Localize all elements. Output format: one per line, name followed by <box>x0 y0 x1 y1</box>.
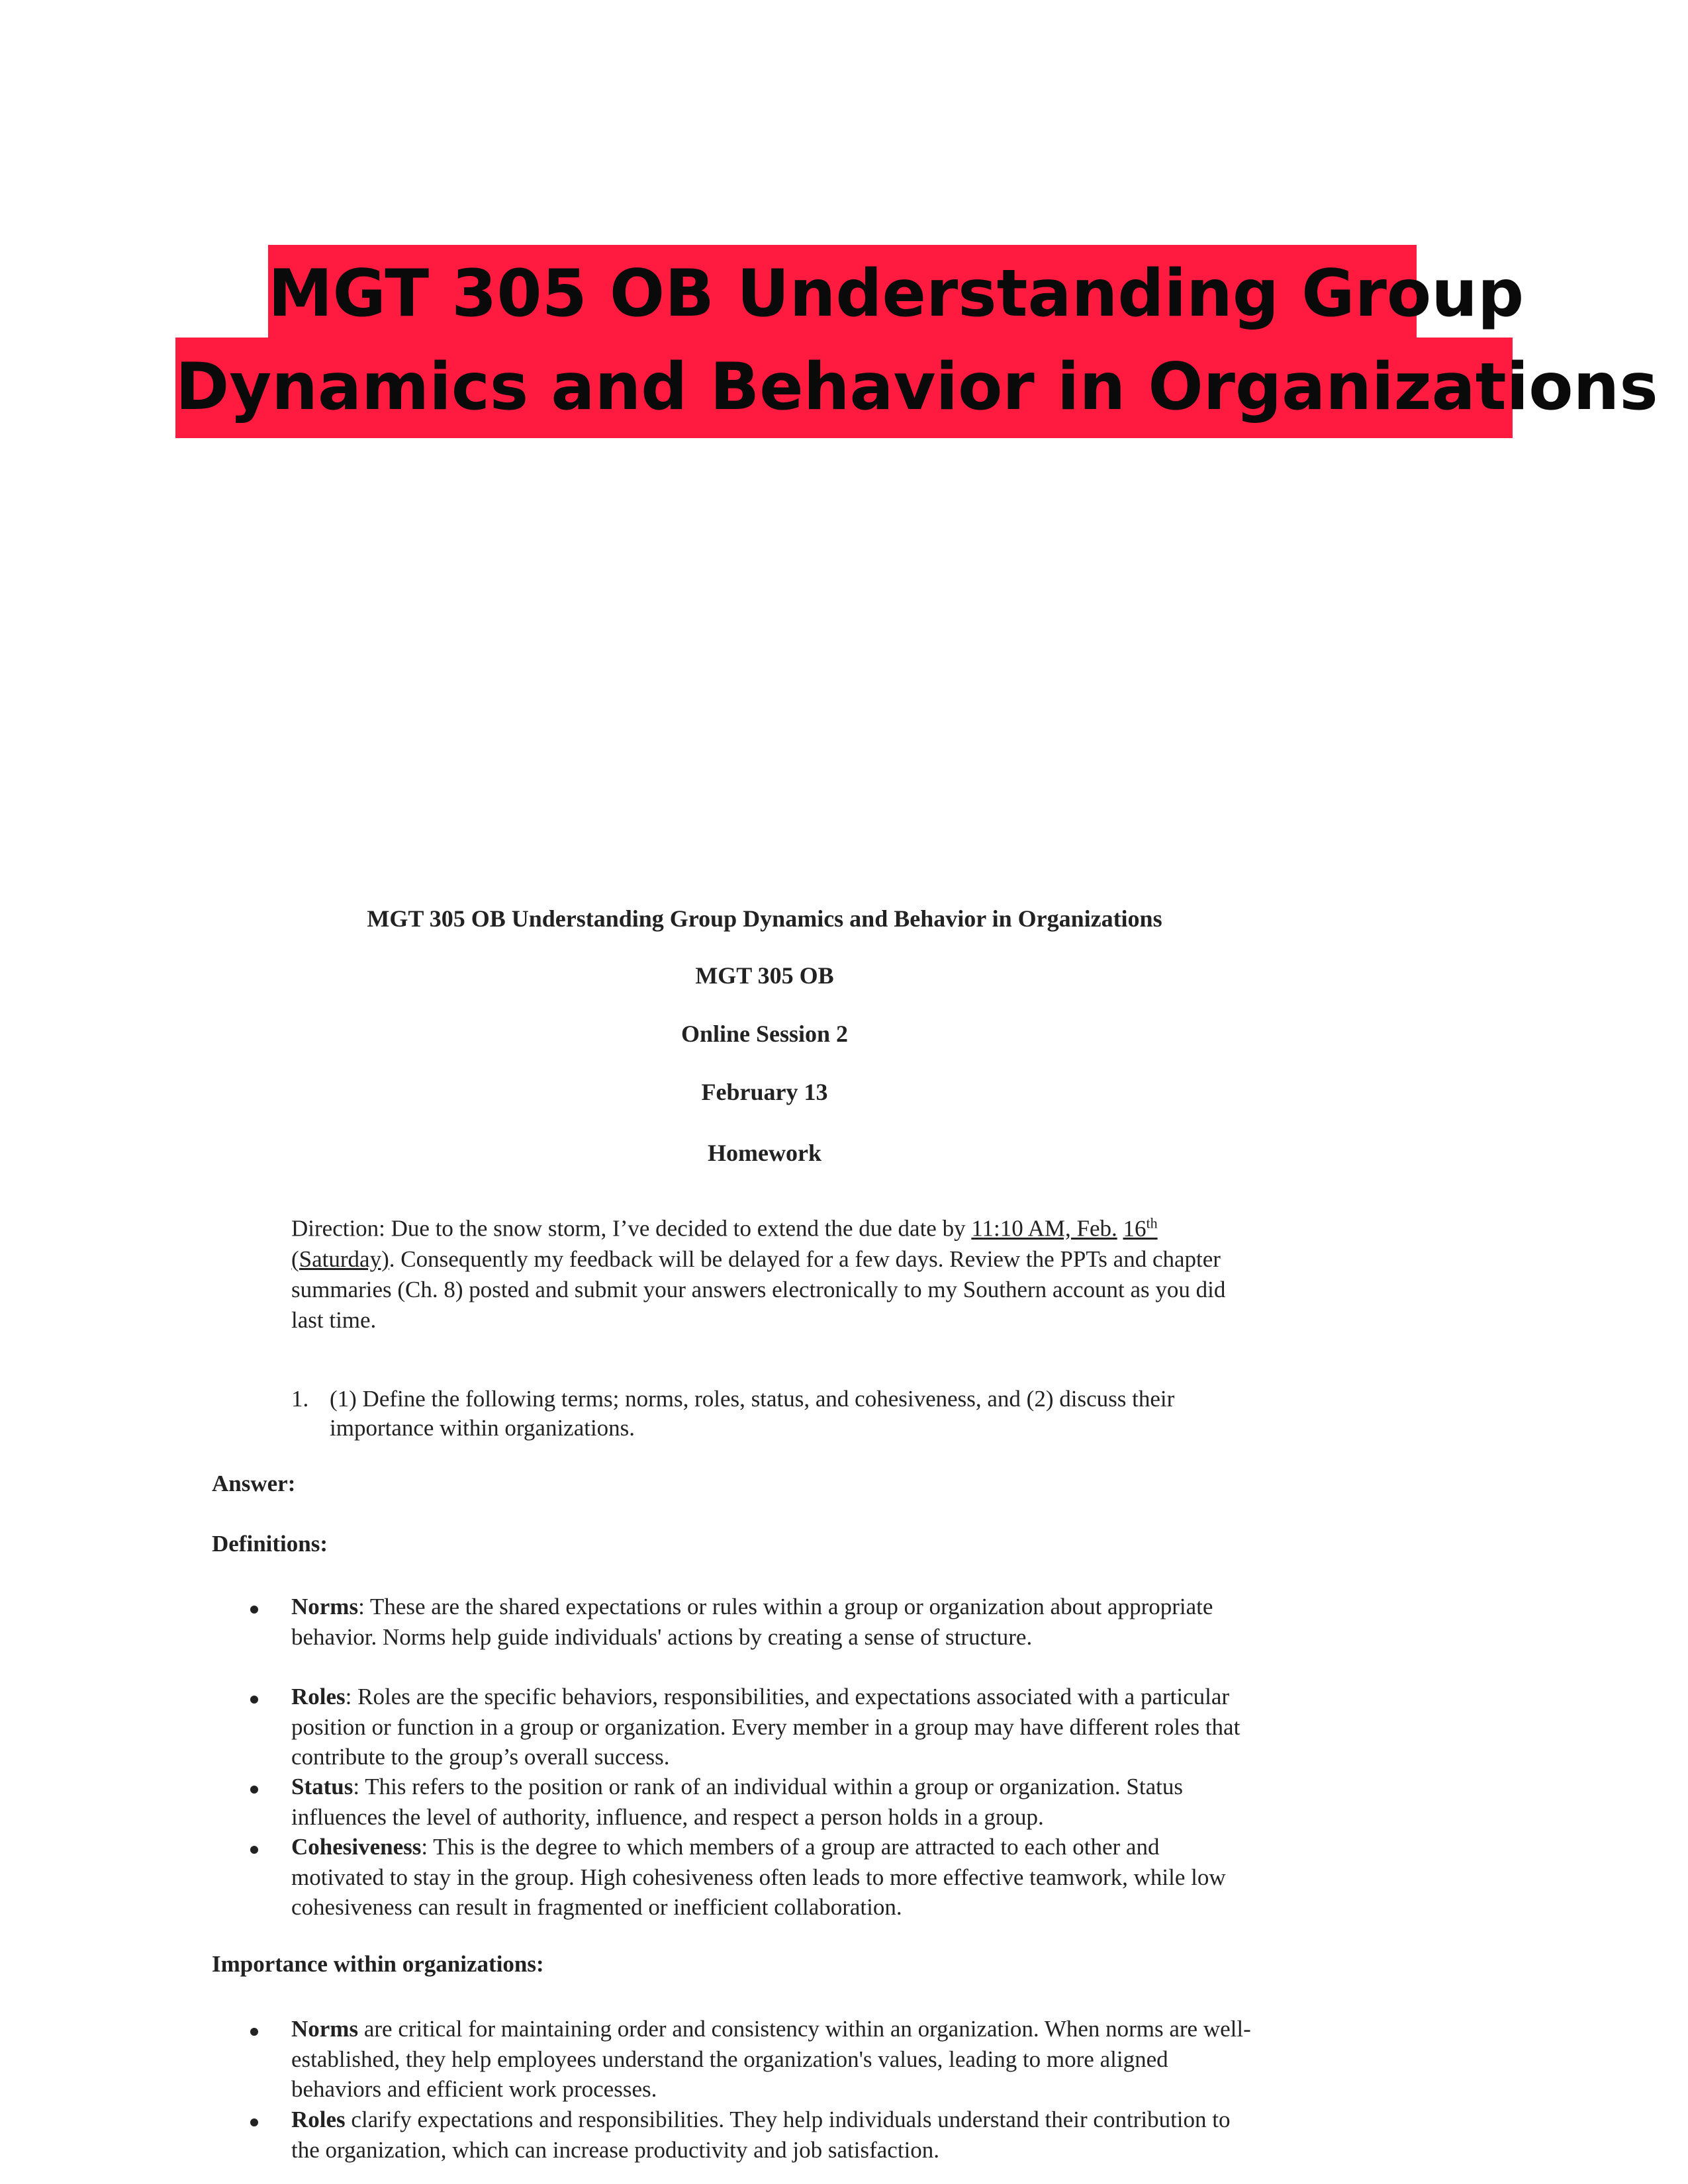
importance-roles: Roles clarify expectations and responsibilities. They help individuals understand their contribution to the organization, which can increase productivity and job satisfaction. <box>291 2107 1231 2163</box>
session-label: Online Session 2 <box>680 1021 849 1047</box>
date-label: February 13 <box>701 1079 828 1105</box>
deadline-day: 16th (Saturday) <box>291 1214 1158 1272</box>
answer-heading: Answer: <box>212 1471 296 1496</box>
bullet-icon <box>250 1606 258 1614</box>
importance-heading: Importance within organizations: <box>212 1951 544 1977</box>
direction-text-start: Direction: Due to the snow storm, I’ve decided to extend the due date by <box>291 1215 972 1242</box>
bullet-icon <box>250 2028 258 2036</box>
importance-norms: Norms are critical for maintaining order and consistency within an organization. When norms are well-established, they help employees understand the organization's values, leading to more aligned behaviors and efficient work processes. <box>291 2016 1251 2102</box>
question-text: (1) Define the following terms; norms, roles, status, and cohesiveness, and (2) discuss their importance within organizations. <box>330 1386 1175 1441</box>
deadline-time: 11:10 AM, Feb. <box>971 1215 1117 1242</box>
bullet-icon <box>250 1696 258 1704</box>
bullet-icon <box>250 2118 258 2126</box>
document-title: MGT 305 OB Understanding Group Dynamics and Behavior in Organizations <box>367 905 1162 932</box>
definition-cohesiveness: Cohesiveness: This is the degree to which members of a group are attracted to each other and motivated to stay in the group. High cohesiveness often leads to more effective teamwork, while low cohesiveness can result in fragmented or inefficient collaboration. <box>291 1834 1226 1920</box>
definition-status: Status: This refers to the position or rank of an individual within a group or organization. Status influences the level of authority, influence, and respect a person holds in a group. <box>291 1774 1184 1830</box>
banner-title-line-2: Dynamics and Behavior in Organizations <box>175 338 1513 438</box>
direction-paragraph <box>291 1208 1258 1336</box>
question-number: 1. <box>291 1386 309 1412</box>
definition-norms: Norms: These are the shared expectations or rules within a group or organization about appropriate behavior. Norms help guide individuals' actions by creating a sense of structure. <box>291 1594 1213 1650</box>
definitions-heading: Definitions: <box>212 1531 328 1557</box>
definition-roles: Roles: Roles are the specific behaviors, responsibilities, and expectations associated with a particular position or function in a group or organization. Every member in a group may have different roles that contribute to the group’s overall success. <box>291 1684 1241 1770</box>
banner-title-line-1: MGT 305 OB Understanding Group <box>268 245 1417 338</box>
direction-text-end: . Consequently my feedback will be delayed for a few days. Review the PPTs and chapter summaries (Ch. 8) posted and submit your answers electronically to my Southern account as you did last time. <box>291 1246 1226 1333</box>
homework-label: Homework <box>708 1140 821 1166</box>
bullet-icon <box>250 1786 258 1794</box>
bullet-icon <box>250 1846 258 1854</box>
course-code: MGT 305 OB <box>695 962 834 989</box>
